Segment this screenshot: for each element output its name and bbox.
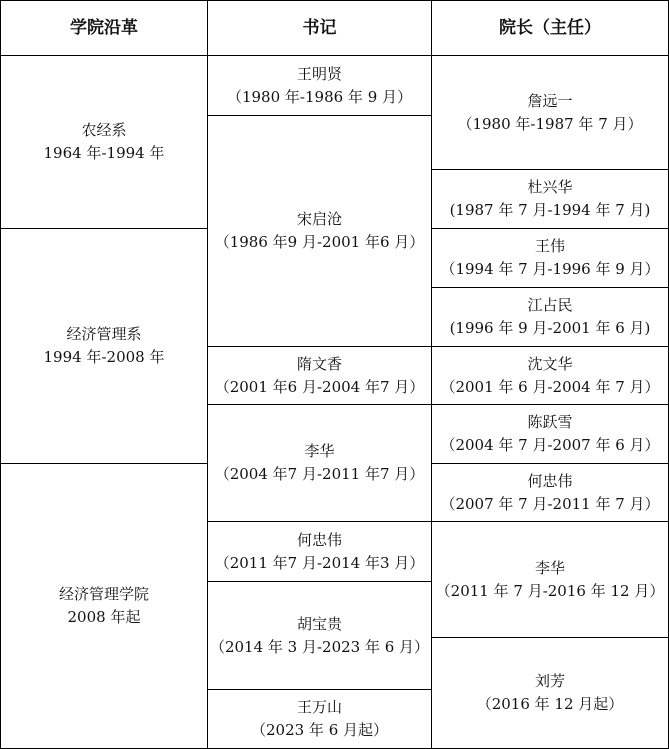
secretary-cell bbox=[207, 115, 432, 347]
secretary-cell bbox=[207, 404, 432, 522]
dean-cell bbox=[431, 55, 669, 170]
dean-name: 杜兴华 bbox=[527, 178, 573, 196]
secretary-term: （1986 年9 月-2001 年6 月） bbox=[214, 233, 425, 251]
history-cell bbox=[0, 55, 208, 229]
dean-term: （2016 年 12 月起） bbox=[476, 695, 624, 713]
dean-term: (1987 年 7 月-1994 年 7 月) bbox=[449, 201, 651, 219]
dean-name: 江占民 bbox=[527, 296, 573, 314]
secretary-name: 隋文香 bbox=[296, 354, 342, 373]
dean-cell bbox=[431, 287, 669, 347]
header-dean-label: 院长（主任） bbox=[499, 17, 601, 38]
dean-cell bbox=[431, 463, 669, 522]
dean-name: 李华 bbox=[534, 558, 565, 577]
secretary-cell bbox=[207, 581, 432, 690]
dean-name: 陈跃雪 bbox=[527, 413, 573, 431]
dean-name: 詹远一 bbox=[527, 91, 573, 110]
history-cell bbox=[0, 463, 208, 749]
dean-cell bbox=[431, 346, 669, 405]
history-period: 1994 年-2008 年 bbox=[43, 348, 165, 366]
header-history bbox=[0, 0, 208, 56]
secretary-term: （2004 年7 月-2011 年7 月） bbox=[214, 465, 425, 483]
header-history-label: 学院沿革 bbox=[70, 17, 138, 38]
dean-term: （2001 年 6 月-2004 年 7 月） bbox=[440, 377, 660, 396]
dean-cell bbox=[431, 521, 669, 638]
secretary-term: （2001 年6 月-2004 年7 月） bbox=[214, 377, 425, 396]
dean-term: （1994 年 7 月-1996 年 9 月） bbox=[440, 260, 660, 278]
history-name: 经济管理系 bbox=[66, 325, 142, 343]
dean-cell bbox=[431, 404, 669, 464]
header-secretary bbox=[207, 0, 432, 56]
dean-term: (1996 年 9 月-2001 年 6 月) bbox=[449, 319, 651, 337]
header-dean bbox=[431, 0, 669, 56]
dean-term: （2007 年 7 月-2011 年 7 月） bbox=[440, 494, 660, 513]
dean-cell bbox=[431, 169, 669, 229]
history-period: 1964 年-1994 年 bbox=[43, 144, 165, 162]
secretary-term: （2023 年 6 月起） bbox=[250, 721, 389, 739]
secretary-term: （1980 年-1986 年 9 月） bbox=[226, 87, 413, 106]
dean-name: 沈文华 bbox=[527, 354, 573, 373]
secretary-name: 宋启沧 bbox=[296, 210, 342, 228]
dean-term: （2004 年 7 月-2007 年 6 月） bbox=[440, 436, 660, 454]
secretary-name: 王明贤 bbox=[296, 64, 342, 83]
secretary-cell bbox=[207, 689, 432, 749]
secretary-term: （2014 年 3 月-2023 年 6 月） bbox=[209, 637, 430, 656]
header-secretary-label: 书记 bbox=[302, 17, 337, 38]
history-name: 农经系 bbox=[81, 121, 127, 139]
secretary-name: 何忠伟 bbox=[296, 530, 342, 549]
secretary-name: 李华 bbox=[304, 442, 335, 460]
secretary-name: 胡宝贵 bbox=[296, 614, 342, 633]
dean-cell bbox=[431, 637, 669, 749]
dean-name: 刘芳 bbox=[534, 672, 565, 690]
secretary-cell bbox=[207, 346, 432, 405]
history-cell bbox=[0, 228, 208, 464]
history-name: 经济管理学院 bbox=[58, 585, 149, 603]
secretary-cell bbox=[207, 55, 432, 116]
secretary-term: （2011 年7 月-2014 年3 月） bbox=[214, 553, 425, 572]
secretary-cell bbox=[207, 521, 432, 582]
dean-term: （1980 年-1987 年 7 月） bbox=[457, 114, 643, 133]
secretary-name: 王万山 bbox=[296, 698, 342, 716]
dean-name: 何忠伟 bbox=[527, 471, 573, 490]
dean-name: 王伟 bbox=[534, 237, 565, 255]
dean-cell bbox=[431, 228, 669, 288]
history-period: 2008 年起 bbox=[67, 608, 141, 626]
dean-term: （2011 年 7 月-2016 年 12 月） bbox=[435, 581, 665, 600]
